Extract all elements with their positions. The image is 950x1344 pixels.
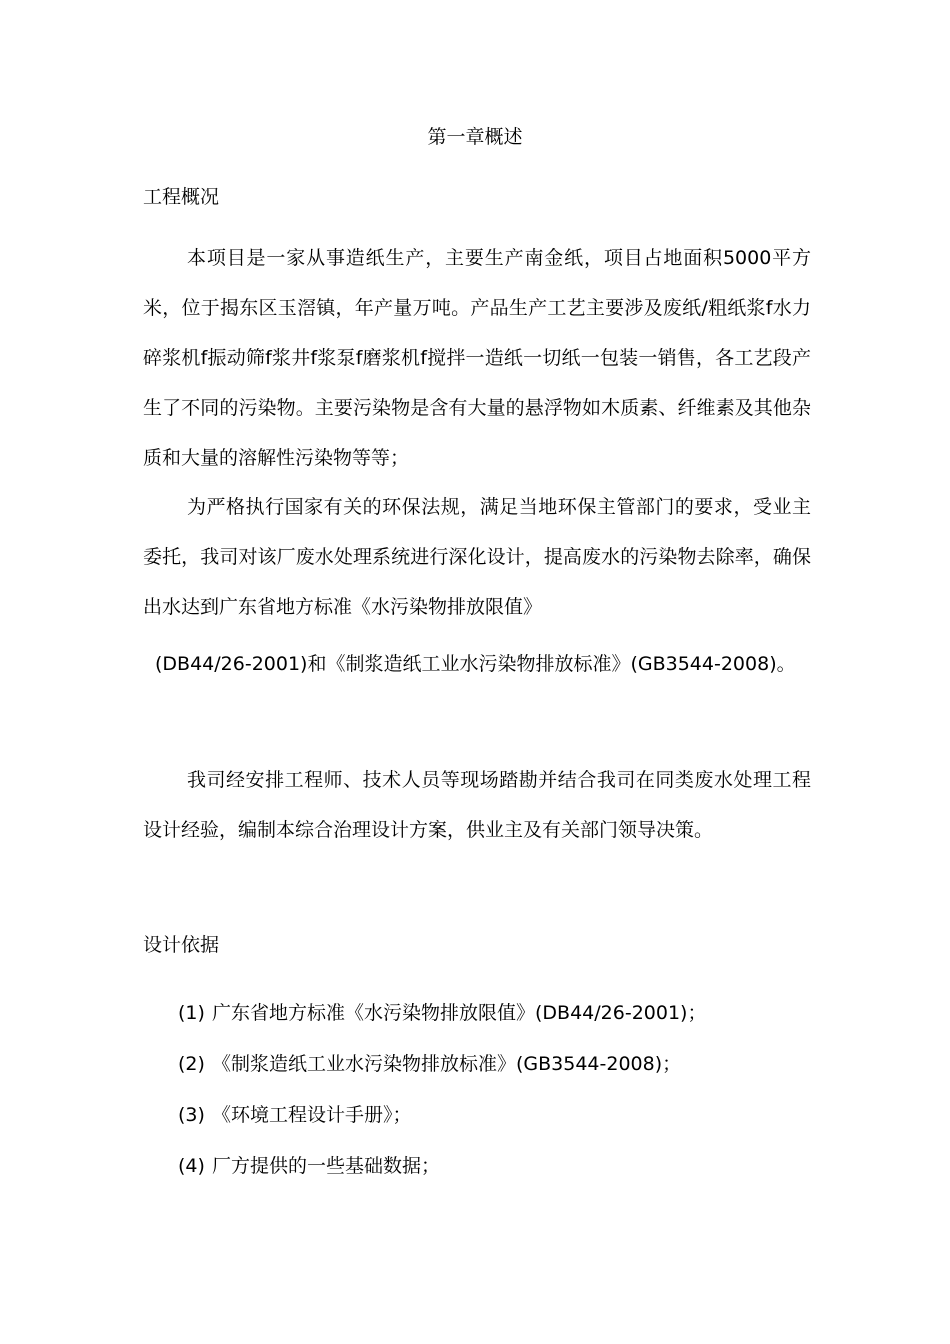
paragraph-design-scheme: 我司经安排工程师、技术人员等现场踏勘并结合我司在同类废水处理工程设计经验，编制本综合治理设计方案，供业主及有关部门领导决策。 xyxy=(143,769,811,841)
section-heading-overview: 工程概况 xyxy=(143,186,220,208)
paragraph-project-description: 本项目是一家从事造纸生产，主要生产南金纸，项目占地面积5000平方米，位于揭东区玉滘镇，年产量万吨。产品生产工艺主要涉及废纸/粗纸浆f水力碎浆机f振动筛f浆井f浆泵f磨浆机f搅拌一造纸一切纸一包装一销售，各工艺段产生了不同的污染物。主要污染物是含有大量的悬浮物如木质素、纤维素及其他杂质和大量的溶解性污染物等等； xyxy=(143,247,811,469)
list-item-text: 《制浆造纸工业水污染物排放标准》(GB3544-2008)； xyxy=(212,1053,682,1075)
list-item xyxy=(178,1000,818,1051)
list-item-number: (4) xyxy=(178,1155,205,1177)
list-item-number: (2) xyxy=(178,1053,205,1075)
list-item xyxy=(178,1051,818,1102)
list-item-text: 《环境工程设计手册》； xyxy=(212,1104,412,1126)
list-item xyxy=(178,1102,818,1153)
design-basis-list xyxy=(178,1000,818,1204)
paragraph-design-purpose: 为严格执行国家有关的环保法规，满足当地环保主管部门的要求，受业主委托，我司对该厂废水处理系统进行深化设计，提高废水的污染物去除率，确保出水达到广东省地方标准《水污染物排放限值》 xyxy=(143,496,811,618)
list-item xyxy=(178,1153,818,1204)
list-item-text: 广东省地方标准《水污染物排放限值》(DB44/26-2001)； xyxy=(212,1002,707,1024)
chapter-title: 第一章概述 xyxy=(427,126,523,148)
paragraph-standards-reference: (DB44/26-2001)和《制浆造纸工业水污染物排放标准》(GB3544-2008)。 xyxy=(155,653,796,675)
list-item-number: (3) xyxy=(178,1104,205,1126)
list-item-number: (1) xyxy=(178,1002,205,1024)
section-heading-design-basis: 设计依据 xyxy=(143,934,220,956)
list-item-text: 厂方提供的一些基础数据； xyxy=(212,1155,441,1177)
